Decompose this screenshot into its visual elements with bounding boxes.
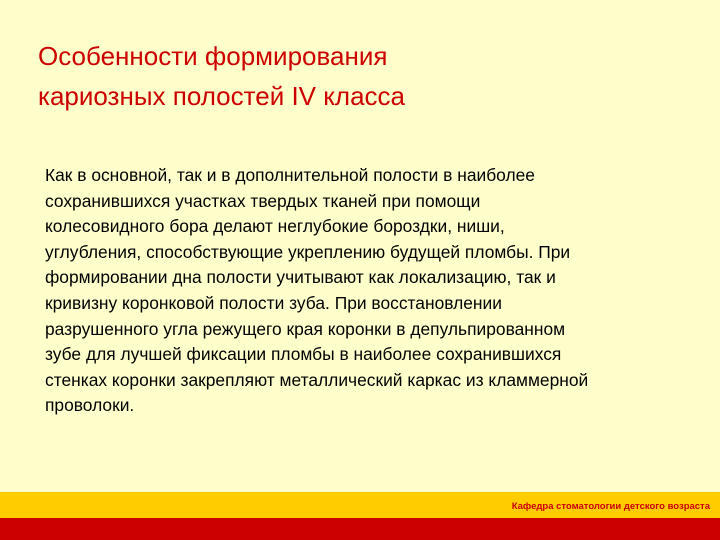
body-line: Как в основной, так и в дополнительной полости в наиболее [45,165,535,185]
body-line: проволоки. [45,395,135,416]
slide-body-text [45,163,685,419]
footer-department-label: Кафедра стоматологии детского возраста [511,501,710,512]
body-line: стенках коронки закрепляют металлический каркас из кламмерной [45,369,589,390]
body-line: колесовидного бора делают неглубокие бороздки, ниши, [45,216,505,237]
slide-title-line-1: Особенности формирования [38,41,388,71]
slide-title [38,36,678,116]
body-line: кривизну коронковой полости зуба. При восстановлении [45,292,502,313]
body-line: углубления, способствующие укреплению будущей пломбы. При [45,241,571,262]
body-line: формировании дна полости учитывают как локализацию, так и [45,267,556,288]
body-line: зубе для лучшей фиксации пломбы в наиболее сохранившихся [45,344,562,365]
slide-title-line-2: кариозных полостей IV класса [38,81,406,111]
footer-red-stripe [0,518,720,540]
body-line: разрушенного угла режущего края коронки в депульпированном [45,318,566,339]
body-line: сохранившихся участках твердых тканей при помощи [45,190,481,211]
